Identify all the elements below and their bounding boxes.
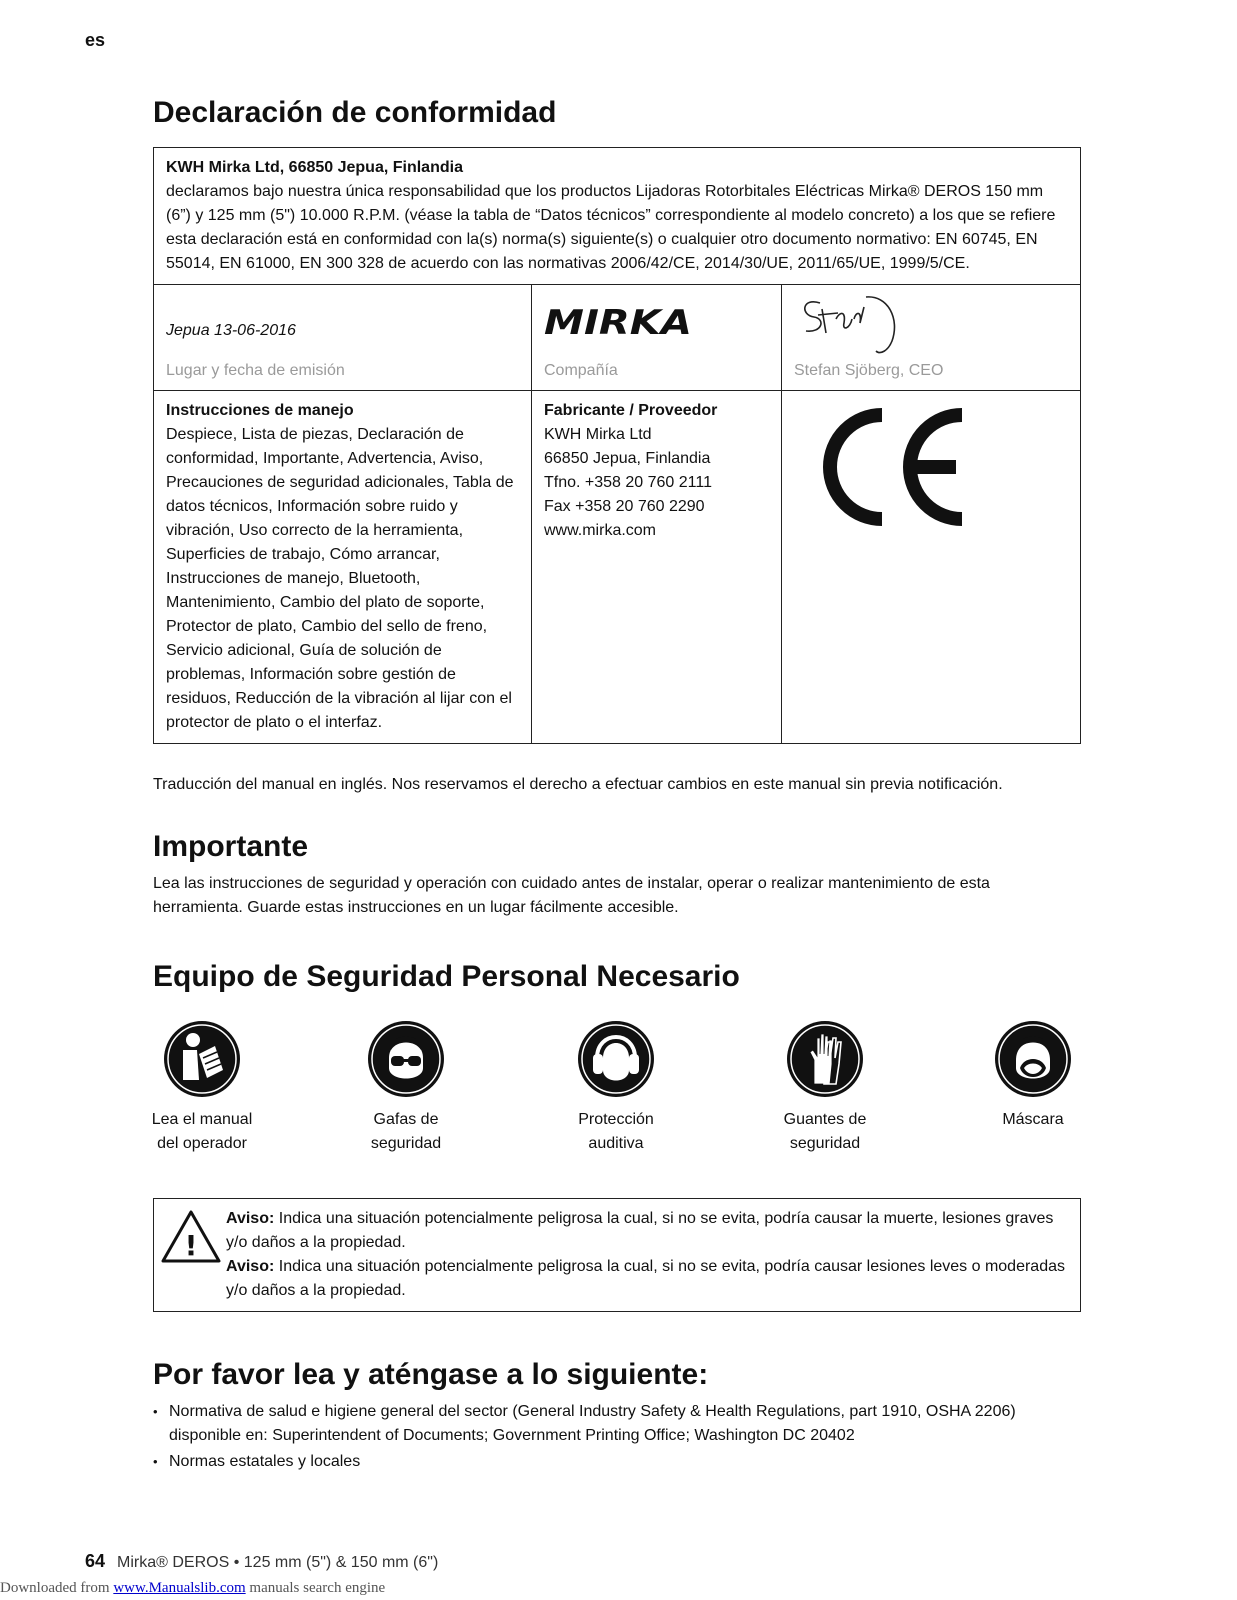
ppe-title: Equipo de Seguridad Personal Necesario	[153, 960, 740, 993]
declaration-body: declaramos bajo nuestra única responsabilidad que los productos Lijadoras Rotorbitales Eléctricas Mirka® DEROS 150 mm (6”) y 125 mm (5") 10.000 R.P.M. (véase la tabla de “Datos técnicos” correspondiente al modelo concreto) a los que se refiere esta declaración está en conformidad con la(s) norma(s) siguiente(s) o cualquier otro documento normativo: EN 60745, EN 55014, EN 61000, EN 300 328 de acuerdo con las normativas 2006/42/CE, 2014/30/UE, 2011/65/UE, 1999/5/CE.	[166, 183, 1056, 272]
ppe-item-manual	[102, 1020, 302, 1156]
instructions-body: Despiece, Lista de piezas, Declaración de conformidad, Importante, Advertencia, Aviso, Precauciones de seguridad adicionales, Tabla de datos técnicos, Información sobre ruido y vibración, Uso correcto de la herramienta, Superficies de trabajo, Cómo arrancar, Instrucciones de manejo, Bluetooth, Mantenimiento, Cambio del plato de soporte, Protector de plato, Cambio del sello de freno, Servicio adicional, Guía de solución de problemas, Información sobre gestión de residuos, Reducción de la vibración al lijar con el protector de plato o el interfaz.	[166, 426, 514, 731]
translation-note: Traducción del manual en inglés. Nos reservamos el derecho a efectuar cambios en este manual sin previa notificación.	[153, 776, 1003, 793]
ppe-label-line2: auditiva	[588, 1135, 644, 1152]
ppe-label-line1: Guantes de	[783, 1111, 867, 1128]
ce-mark-icon	[800, 407, 970, 527]
ppe-item-mask	[933, 1020, 1133, 1132]
company-cell	[532, 285, 782, 390]
warning-box	[153, 1198, 1081, 1312]
details-row	[154, 390, 1080, 743]
place-date-cell	[154, 285, 532, 390]
list-item: • Normas estatales y locales	[153, 1450, 1083, 1474]
signer-caption: Stefan Sjöberg, CEO	[794, 362, 944, 379]
warning-triangle-icon	[160, 1209, 222, 1265]
download-banner	[0, 1580, 385, 1597]
caution-description: Indica una situación potencialmente peligrosa la cual, si no se evita, podría causar lesiones leves o moderadas y/o daños a la propiedad.	[226, 1258, 1065, 1299]
manufacturer-line: 66850 Jepua, Finlandia	[544, 450, 711, 467]
instructions-heading: Instrucciones de manejo	[166, 402, 354, 419]
warning-description: Indica una situación potencialmente peligrosa la cual, si no se evita, podría causar la muerte, lesiones graves y/o daños a la propiedad.	[226, 1210, 1054, 1251]
issue-date: Jepua 13-06-2016	[166, 322, 296, 339]
declaration-title: Declaración de conformidad	[153, 96, 557, 129]
manufacturer-line: KWH Mirka Ltd	[544, 426, 652, 443]
ppe-item-gloves	[725, 1020, 925, 1156]
download-suffix: manuals search engine	[245, 1580, 386, 1596]
signer-cell	[782, 285, 1080, 390]
caution-label: Aviso:	[226, 1258, 275, 1275]
manualslib-link[interactable]: www.Manualslib.com	[113, 1580, 246, 1596]
declaration-statement	[154, 148, 1080, 284]
signature-image	[792, 289, 912, 359]
ear-protection-icon	[577, 1020, 655, 1098]
svg-text:!: !	[184, 1229, 198, 1262]
read-follow-list	[153, 1400, 1083, 1476]
manufacturer-line: Tfno. +358 20 760 2111	[544, 474, 712, 491]
goggles-icon	[367, 1020, 445, 1098]
ppe-label-line2: seguridad	[370, 1135, 442, 1152]
manufacturer-heading: Fabricante / Proveedor	[544, 402, 718, 419]
manufacturer-cell	[532, 391, 782, 743]
ppe-item-ear-protection	[516, 1020, 716, 1156]
manufacturer-line: Fax +358 20 760 2290	[544, 498, 705, 515]
mirka-logo-text: MIRKA	[544, 305, 692, 337]
warning-label: Aviso:	[226, 1210, 275, 1227]
ce-cell	[782, 391, 1080, 743]
ppe-label-line1: Protección	[578, 1111, 654, 1128]
ppe-label-line1: Lea el manual	[151, 1111, 253, 1128]
declaration-company-line: KWH Mirka Ltd, 66850 Jepua, Finlandia	[166, 159, 463, 176]
manual-icon	[163, 1020, 241, 1098]
declaration-box	[153, 147, 1081, 744]
signature-row	[154, 284, 1080, 390]
product-name: Mirka® DEROS • 125 mm (5") & 150 mm (6")	[117, 1554, 439, 1571]
place-date-caption: Lugar y fecha de emisión	[166, 362, 345, 379]
instructions-cell	[154, 391, 532, 743]
page-footer	[85, 1551, 438, 1572]
ppe-label-line2: seguridad	[789, 1135, 861, 1152]
read-follow-title: Por favor lea y aténgase a lo siguiente:	[153, 1358, 709, 1391]
ppe-label-line1: Gafas de	[373, 1111, 439, 1128]
list-item: • Normativa de salud e higiene general del sector (General Industry Safety & Health Regulations, part 1910, OSHA 2206) disponible en: Superintendent of Documents; Government Printing Office; Washington DC 20402	[153, 1400, 1083, 1448]
gloves-icon	[786, 1020, 864, 1098]
warning-text	[226, 1207, 1071, 1303]
ppe-label-line1: Máscara	[1002, 1111, 1064, 1128]
company-caption: Compañía	[544, 362, 618, 379]
ppe-item-goggles	[306, 1020, 506, 1156]
mirka-logo	[544, 305, 694, 337]
important-title: Importante	[153, 830, 309, 863]
manufacturer-line: www.mirka.com	[544, 522, 657, 539]
mask-icon	[994, 1020, 1072, 1098]
important-text: Lea las instrucciones de seguridad y operación con cuidado antes de instalar, operar o realizar mantenimiento de esta herramienta. Guarde estas instrucciones en un lugar fácilmente accesible.	[153, 875, 990, 916]
page-number: 64	[85, 1551, 106, 1571]
ppe-label-line2: del operador	[157, 1135, 247, 1152]
download-prefix: Downloaded from	[0, 1580, 114, 1596]
language-tag: es	[85, 30, 106, 50]
